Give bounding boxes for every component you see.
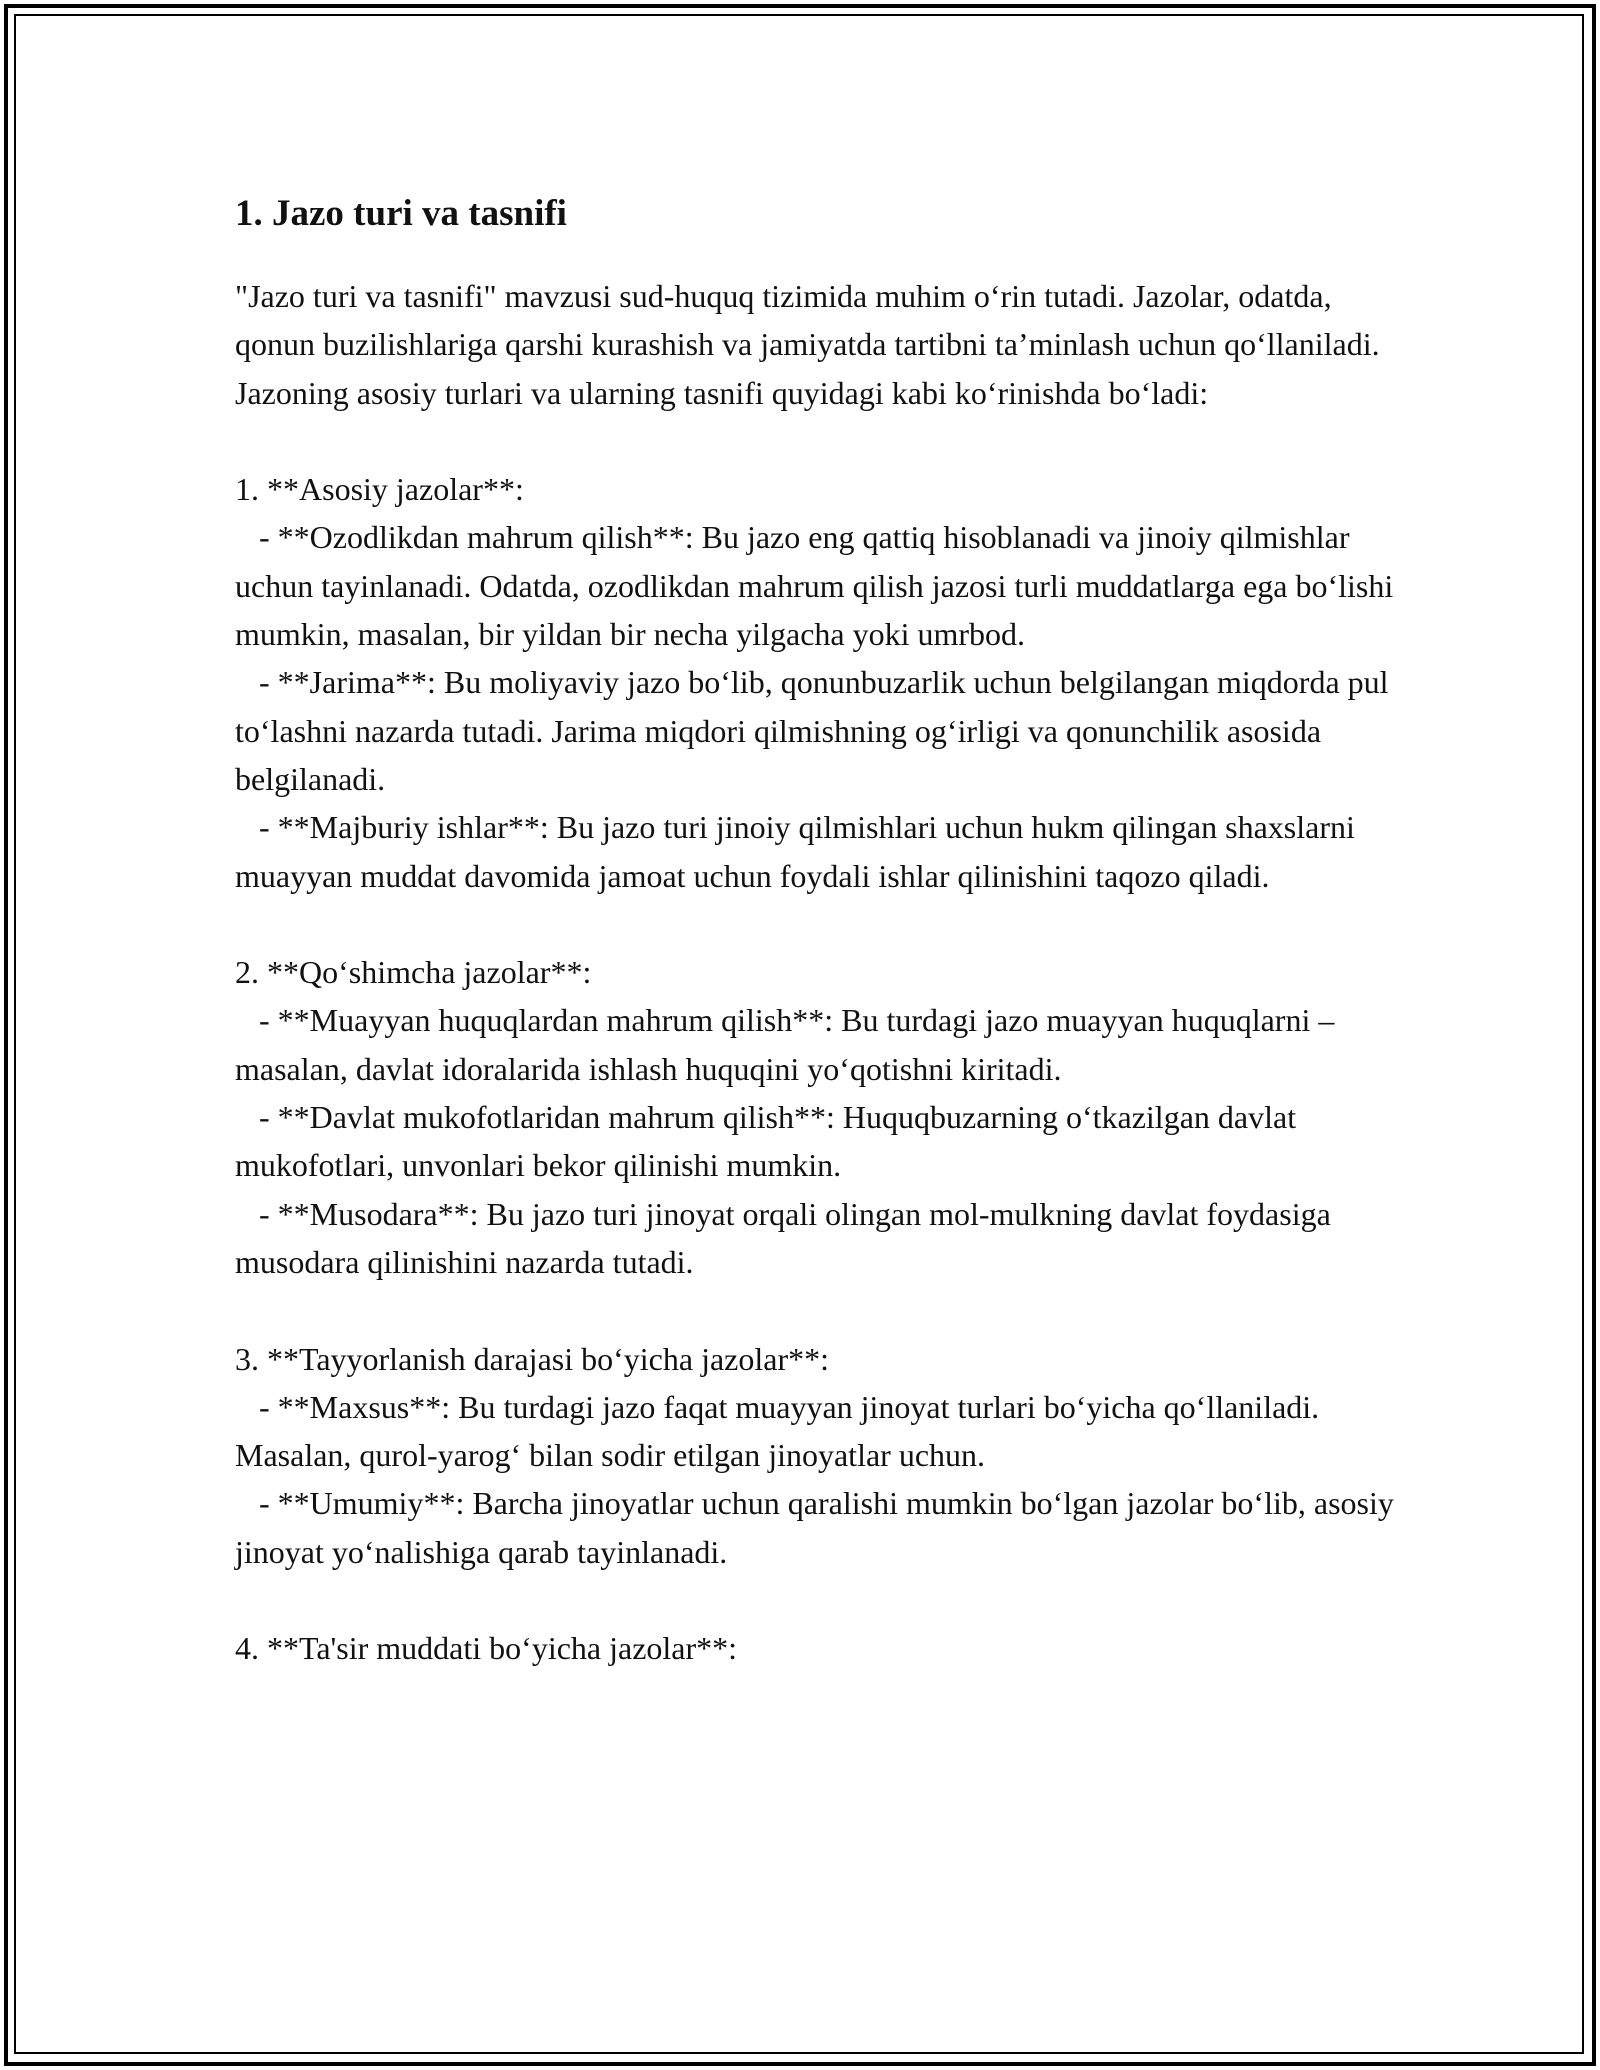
- document-page: [235, 186, 1415, 1673]
- section-heading: 1. Jazo turi va tasnifi: [235, 193, 567, 234]
- body-text: "Jazo turi va tasnifi" mavzusi sud-huquq tizimida muhim o‘rin tutadi. Jazolar, odatda, qonun buzilishlariga qarshi kurashish va jamiyatda tartibni ta’minlash uchun qo‘llaniladi. Jazoning asosiy turlari va ularning tasnifi quyidagi kabi ko‘rinishda bo‘ladi: 1. **Asosiy jazolar**: - **Ozodlikdan mahrum qilish**: Bu jazo eng qattiq hisoblanadi va jinoiy qilmishlar uchun tayinlanadi. Odatda, ozodlikdan mahrum qilish jazosi turli muddatlarga ega bo‘lishi mumkin, masalan, bir yildan bir necha yilgacha yoki umrbod. - **Jarima**: Bu moliyaviy jazo bo‘lib, qonunbuzarlik uchun belgilangan miqdorda pul to‘lashni nazarda tutadi. Jarima miqdori qilmishning og‘irligi va qonunchilik asosida belgilanadi. - **Majburiy ishlar**: Bu jazo turi jinoiy qilmishlari uchun hukm qilingan shaxslarni muayyan muddat davomida jamoat uchun foydali ishlar qilinishini taqozo qiladi. 2. **Qo‘shimcha jazolar**: - **Muayyan huquqlardan mahrum qilish**: Bu turdagi jazo muayyan huquqlarni – masalan, davlat idoralarida ishlash huquqini yo‘qotishni kiritadi. - **Davlat mukofotlaridan mahrum qilish**: Huquqbuzarning o‘tkazilgan davlat mukofotlari, unvonlari bekor qilinishi mumkin. - **Musodara**: Bu jazo turi jinoyat orqali olingan mol-mulkning davlat foydasiga musodara qilinishini nazarda tutadi. 3. **Tayyorlanish darajasi bo‘yicha jazolar**: - **Maxsus**: Bu turdagi jazo faqat muayyan jinoyat turlari bo‘yicha qo‘llaniladi. Masalan, qurol-yarog‘ bilan sodir etilgan jinoyatlar uchun. - **Umumiy**: Barcha jinoyatlar uchun qaralishi mumkin bo‘lgan jazolar bo‘lib, asosiy jinoyat yo‘nalishiga qarab tayinlanadi. 4. **Ta'sir muddati bo‘yicha jazolar**:: [235, 278, 1394, 1667]
